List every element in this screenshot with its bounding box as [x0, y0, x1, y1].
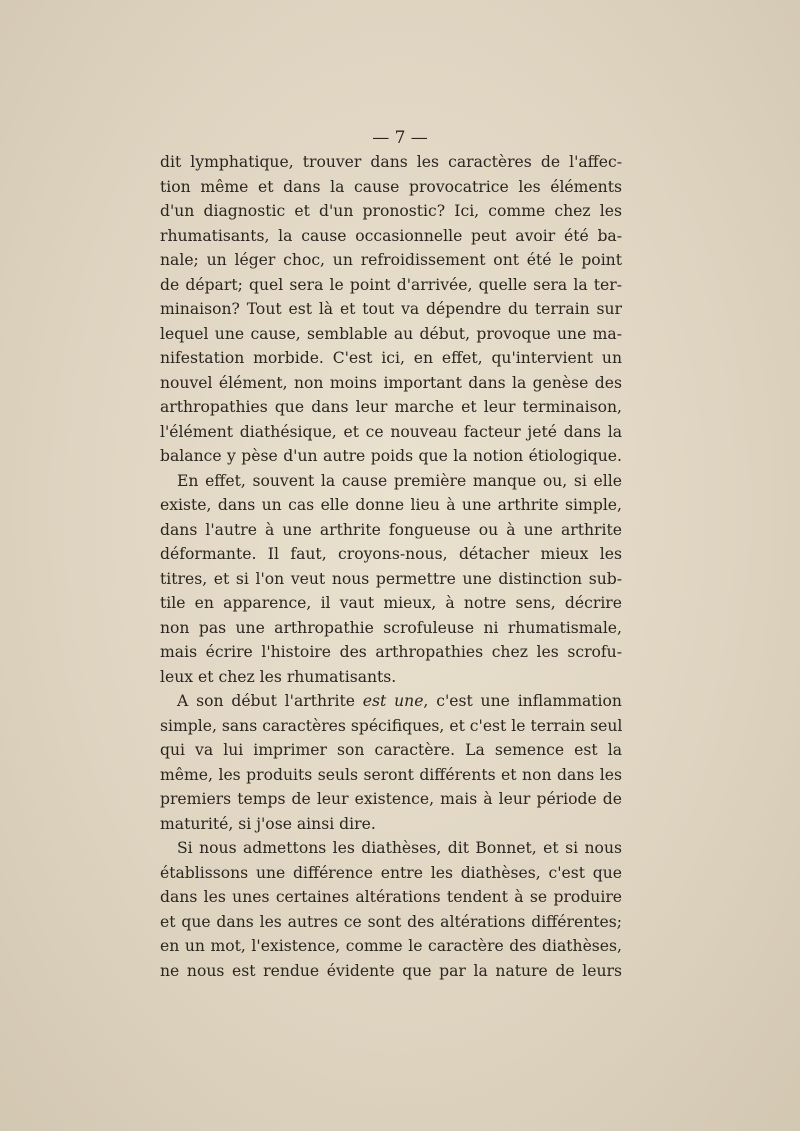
text-line: tion même et dans la cause provocatrice les éléments — [160, 177, 622, 196]
text-line: établissons une différence entre les diathèses, c'est que — [160, 863, 622, 882]
text-line: tile en apparence, il vaut mieux, à notre sens, décrire — [160, 594, 622, 612]
paragraph-2 — [160, 469, 622, 690]
text-line: minaison? Tout est là et tout va dépendre du terrain sur — [160, 300, 622, 318]
paragraph-3 — [160, 689, 622, 836]
text-line: qui va lui imprimer son caractère. La semence est la — [160, 741, 622, 759]
text-line-with-italic — [160, 689, 622, 714]
body-text — [160, 150, 622, 983]
text-line: l'élément diathésique, et ce nouveau facteur jeté dans la — [160, 422, 622, 441]
text-span: A son début l'arthrite — [177, 692, 363, 710]
paragraph-1 — [160, 150, 622, 469]
text-line: Si nous admettons les diathèses, dit Bonnet, et si nous — [177, 839, 622, 857]
italic-emphasis: est une — [362, 692, 424, 710]
text-span: , c'est une inflammation — [423, 692, 622, 710]
text-line: existe, dans un cas elle donne lieu à une arthrite simple, — [160, 496, 622, 514]
text-line: titres, et si l'on veut nous permettre une distinction sub- — [160, 569, 622, 588]
text-line: de départ; quel sera le point d'arrivée, quelle sera la ter- — [160, 275, 622, 294]
text-line: nouvel élément, non moins important dans la genèse des — [160, 373, 622, 392]
text-line: mais écrire l'histoire des arthropathies chez les scrofu- — [160, 643, 622, 661]
text-line: et que dans les autres ce sont des altérations différentes; — [160, 912, 622, 931]
text-line: balance y pèse d'un autre poids que la notion étiologique. — [160, 447, 622, 465]
text-line: déformante. Il faut, croyons-nous, détacher mieux les — [160, 545, 622, 563]
text-line: rhumatisants, la cause occasionnelle peut avoir été ba- — [160, 226, 622, 245]
text-line: ne nous est rendue évidente que par la nature de leurs — [160, 961, 622, 980]
text-line: premiers temps de leur existence, mais à leur période de — [160, 790, 622, 808]
text-line: En effet, souvent la cause première manque ou, si elle — [177, 471, 622, 490]
text-line: dans les unes certaines altérations tendent à se produire — [160, 888, 622, 906]
text-line: leux et chez les rhumatisants. — [160, 667, 397, 686]
text-line: d'un diagnostic et d'un pronostic? Ici, comme chez les — [160, 202, 622, 220]
paragraph-4 — [160, 836, 622, 983]
text-line: dans l'autre à une arthrite fongueuse ou à une arthrite — [160, 520, 622, 539]
text-line: en un mot, l'existence, comme le caractère des diathèses, — [160, 937, 622, 955]
page-number: — 7 — — [372, 128, 428, 148]
text-line: dit lymphatique, trouver dans les caractères de l'affec- — [160, 153, 622, 171]
text-line: arthropathies que dans leur marche et leur terminaison, — [160, 398, 622, 416]
text-line: non pas une arthropathie scrofuleuse ni rhumatismale, — [160, 618, 622, 637]
text-line: lequel une cause, semblable au début, provoque une ma- — [160, 324, 622, 343]
text-line: nale; un léger choc, un refroidissement ont été le point — [160, 251, 622, 269]
text-line: même, les produits seuls seront différents et non dans les — [160, 765, 622, 784]
text-line: maturité, si j'ose ainsi dire. — [160, 814, 376, 833]
text-line: nifestation morbide. C'est ici, en effet, qu'intervient un — [160, 349, 622, 367]
text-line: simple, sans caractères spécifiques, et c'est le terrain seul — [160, 716, 623, 735]
